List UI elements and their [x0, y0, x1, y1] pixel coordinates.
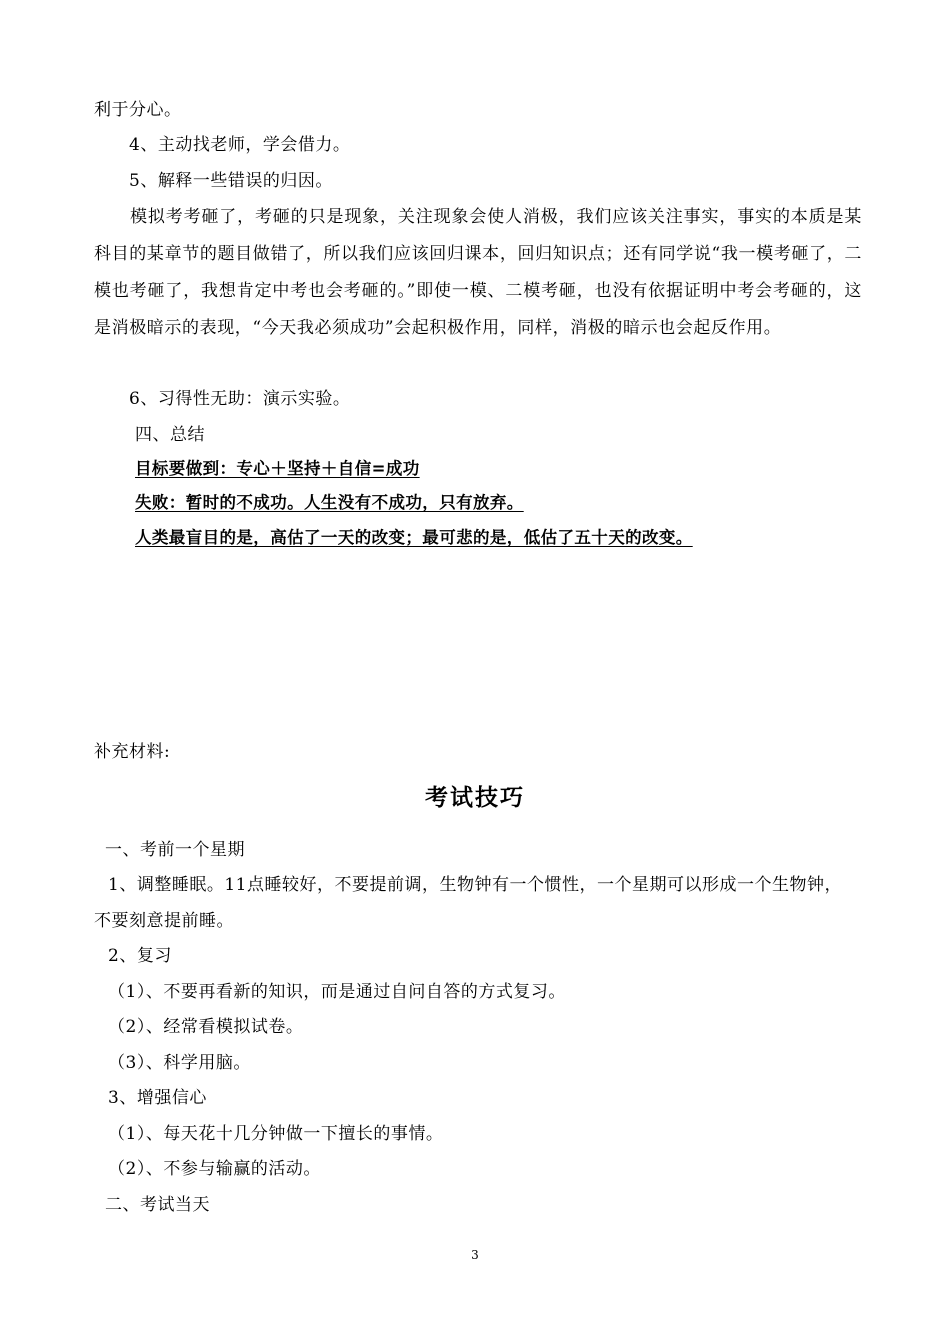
page-number: 3 [471, 1248, 479, 1262]
summary-line: 目标要做到：专心＋坚持＋自信=成功 [135, 459, 420, 478]
supplement-label: 补充材料: [94, 742, 171, 762]
text-line: 利于分心。 [94, 100, 182, 120]
list-item: 5、解释一些错误的归因。 [129, 171, 333, 191]
page-title: 考试技巧 [425, 785, 525, 811]
section-heading: 二、考试当天 [105, 1195, 210, 1215]
list-item: （1）、不要再看新的知识，而是通过自问自答的方式复习。 [108, 982, 566, 1002]
list-item: （2）、经常看模拟试卷。 [108, 1017, 304, 1037]
text-line: 不要刻意提前睡。 [94, 911, 234, 931]
list-item: （1）、每天花十几分钟做一下擅长的事情。 [108, 1124, 444, 1144]
list-item: （3）、科学用脑。 [108, 1053, 251, 1073]
list-item: 3、增强信心 [108, 1088, 207, 1108]
list-item: 6、习得性无助：演示实验。 [129, 389, 351, 409]
list-item: （2）、不参与输赢的活动。 [108, 1159, 321, 1179]
list-item: 2、复习 [108, 946, 172, 966]
summary-line: 失败：暂时的不成功。人生没有不成功，只有放弃。 [135, 493, 524, 512]
list-item: 4、主动找老师，学会借力。 [129, 135, 351, 155]
section-heading: 四、总结 [135, 425, 205, 445]
section-heading: 一、考前一个星期 [105, 840, 245, 860]
list-item: 1、调整睡眠。11点睡较好，不要提前调，生物钟有一个惯性，一个星期可以形成一个生物钟， [108, 875, 842, 895]
summary-line: 人类最盲目的是，高估了一天的改变；最可悲的是，低估了五十天的改变。 [135, 528, 693, 547]
paragraph: 模拟考考砸了，考砸的只是现象，关注现象会使人消极，我们应该关注事实，事实的本质是某科目的某章节的题目做错了，所以我们应该回归课本，回归知识点；还有同学说“我一模考砸了，二模也考砸了，我想肯定中考也会考砸的。”即使一模、二模考砸，也没有依据证明中考会考砸的，这是消极暗示的表现，“今天我必须成功”会起积极作用，同样，消极的暗示也会起反作用。 [94, 207, 862, 338]
